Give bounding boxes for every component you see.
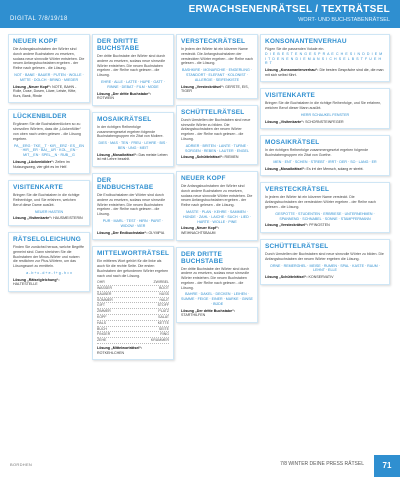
page-footer	[0, 455, 400, 477]
puzzle-endbuchstabe	[92, 173, 174, 240]
left-word: HALS	[97, 320, 107, 325]
puzzle-solution: Lösung „Schüttelrätsel“: RIEMEN	[181, 155, 239, 160]
puzzle-instructions: Der dritte Buchstabe der Wörter sind durch andere zu ersetzen, sodass neue sinnvolle Wörter entstehen. Die neuen Buchstaben ergeben - der Reihe nach gelesen - die Lösung.	[97, 54, 166, 78]
puzzle-title: VISITENKARTE	[265, 92, 316, 100]
puzzle-solution: Lösung „Schüttelrätsel“: KONSERVATIV	[265, 275, 334, 280]
puzzle-mosaikraetsel-2	[260, 135, 390, 176]
left-word: KOPF	[97, 315, 107, 320]
puzzle-solution: Lösung „Mosaikrätsel“: Es irrt der Mensch, solang er strebt.	[265, 166, 364, 171]
puzzle-words: HERR SCHAUKEL FENSTER	[300, 112, 350, 117]
puzzle-mittelwortraetsel	[92, 246, 174, 360]
puzzle-instructions: Ergänzen Sie die Buchstabenlücken so zu sinnvollen Wörtern, dass die „Lückenfüller“ von oben nach unten gelesen - die Lösung ergeben.	[13, 122, 81, 141]
puzzle-instructions: In jedem der Wörter ist ein kürzerer Name versteckt. Die Anfangsbuchstaben der versteckten Wörter ergeben - der Reihe nach gelesen - die Lösung.	[181, 47, 253, 66]
puzzle-title: DER DRITTE BUCHSTABE	[181, 250, 224, 265]
puzzle-words: NOT · BANE · BAUER · PUTEN · WOLLE · MITTE · DOLCH · BRIND · MIEDER	[14, 72, 84, 82]
puzzle-lueckenbilder	[8, 109, 90, 174]
puzzle-schuettelraetsel-2	[260, 239, 390, 285]
puzzle-title: VISITENKARTE	[13, 184, 64, 192]
right-word: STOFF	[157, 303, 169, 308]
puzzle-dritter-buchstabe	[92, 34, 174, 106]
puzzle-solution: Lösung „Neuer Kopf“: NOTE, BAHN - Rolle, Dose, Dosen, Löwe, Leiste, Kitte, Kurs, Bank, Rinde	[13, 84, 77, 98]
right-word: KETTE	[157, 320, 169, 325]
left-word: GIFT	[97, 303, 105, 308]
puzzle-solution: Lösung „Mosaikrätsel“: Das meiste Leben ist mit Lehre bezahlt.	[97, 152, 168, 162]
puzzle-words: BAHRE · DAKEL · DECKEN · LEIHEN · SUMME · FEIGE · EINER · MARKE · GINSE · BÜDE	[181, 292, 253, 307]
publisher-label: BORDHEN	[10, 462, 33, 467]
puzzle-versteckraetsel-2	[260, 182, 390, 233]
puzzle-neuer-kopf	[8, 34, 90, 103]
puzzle-words: ADRIER · BRITEN · LANTE · TURNE · SORGEN · REBEN · LAUTER · ENGEL	[185, 143, 249, 153]
puzzle-instructions: Die Endbuchstaben der Wörter sind durch andere zu ersetzen, sodass neue sinnvolle Wörter entstehen. Die neuen Buchstaben ergeben - der Reihe nach gelesen - die Lösung.	[97, 192, 166, 217]
puzzle-instructions: Durch Umstellen der Buchstaben sind neue sinnvolle Wörter zu bilden. Die Anfangsbuchstaben der neuen Wörter ergeben die Lösung.	[265, 251, 384, 261]
puzzle-instructions: Ein mittleres Wort gehört für die linke als auch für die rechte Seite. Die ersten Buchstaben der gefundenen Wörter ergeben nach und nach die Lösung.	[97, 259, 169, 278]
puzzle-title: RÄTSELGLEICHUNG	[13, 235, 81, 243]
issue-label: DIGITAL 7/8/19/18	[10, 16, 68, 22]
puzzle-instructions: Die Anfangsbuchstaben der Wörter sind durch andere Buchstaben zu ersetzen, sodass neue sinnvolle Wörter entstehen. Die neuen Anfangsbuchstaben ergeben - der Reihe nach gelesen - die Lösung.	[13, 47, 85, 71]
puzzle-solution: Lösung „Der dritte Buchstabe“: ROTWEIN	[97, 91, 152, 101]
puzzle-solution: Lösung „Rätselgleichung“: HALTESTELLE	[13, 277, 60, 287]
puzzle-raetselgleichung	[8, 232, 90, 292]
left-word: FINGER	[97, 332, 111, 337]
puzzle-solution: Lösung „Der Endbuchstabe“: OLYMPIA	[97, 230, 165, 235]
puzzle-solution: Lösung „Mittelworträtsel“: ROTKEHLCHEN	[97, 346, 143, 355]
puzzle-neuer-kopf-2	[176, 171, 258, 241]
issue-footer: 7/8 WINTER DEINE PRESS RÄTSEL	[280, 461, 364, 467]
right-word: RING	[160, 332, 169, 337]
puzzle-formula: a - b + c - d + e - f + g - h = x	[26, 270, 72, 275]
right-word: SALAT	[158, 315, 169, 320]
right-word: KRUMMER	[150, 338, 169, 343]
page-subtitle: WORT- UND BUCHSTABENRÄTSEL	[298, 17, 390, 23]
puzzle-instructions: Die Anfangsbuchstaben der Wörter sind durch andere Buchstaben zu ersetzen, sodass neue sinnvolle Wörter entstehen. Die neuen Anfangsbuchstaben ergeben - der Reihe nach gelesen - die Lösung.	[181, 183, 253, 208]
left-word: WASSER	[97, 286, 113, 291]
puzzle-title: SCHÜTTELRÄTSEL	[265, 242, 329, 250]
puzzle-words: MASTE · PLAN · KEHRE · SAMMEN · HÜNDE · ZAHL · LAICHE · SUCH · LIED · HARTE · WOLLE · PINE	[183, 209, 251, 224]
word-pair-list	[97, 280, 169, 344]
puzzle-title: VERSTECKRÄTSEL	[265, 186, 330, 194]
column-4	[260, 34, 390, 291]
page-title: ERWACHSENENRÄTSEL / TEXTRÄTSEL	[188, 4, 390, 15]
puzzle-words: NEUER HASTEN	[34, 209, 64, 214]
puzzle-instructions: In der richtigen Reihenfolge zusammengesetzt ergeben folgende Buchstabengruppen ein Zitat von Goethe.	[265, 148, 369, 158]
right-word: SEITE	[158, 326, 169, 331]
puzzle-visitenkarte	[8, 180, 90, 226]
puzzle-dritter-buchstabe-2	[176, 247, 258, 324]
word-pair-row	[97, 338, 169, 344]
puzzle-instructions: Finden Sie zunächst heraus, welche Begriffe gemeint sind. Dann streichen Sie die Buchstaben der Minus-Wörter und nutzen die restlichen zur Plus-Wörtern, um das Lösungswort zu ermitteln.	[13, 244, 85, 269]
puzzle-words: DIES · MAS · TEN · FREU · LEHRE · BIS · BEN · UNG · MEIT	[98, 141, 168, 150]
puzzle-title: VERSTECKRÄTSEL	[181, 38, 246, 45]
puzzle-words: PA__ERG · TKE__T · KIR__ERZ · ES__EN · HIR__ER · BAI__UR · KOL__EN · MIT__EN · SPEL__N · RUB__G	[14, 143, 84, 158]
column-3	[176, 34, 258, 329]
left-word: ZEHE	[97, 338, 107, 343]
puzzle-mosaikraetsel	[92, 112, 174, 167]
puzzle-title: NEUER KOPF	[13, 38, 58, 45]
left-word: BUCH	[97, 326, 107, 331]
puzzle-title: DER DRITTE BUCHSTABE	[97, 38, 140, 52]
puzzle-solution: Lösung „Visitenkarte“: SCHORNSTEINFEGER	[265, 119, 344, 124]
column-2	[92, 34, 174, 366]
page-number: 71	[374, 455, 400, 477]
puzzle-words: ORNE · REMERGHEL · MEISE · RUMEN · SPAL · KASTE · RAUM · LEHNT · ELLE	[270, 263, 380, 273]
puzzle-solution: Lösung „Neuer Kopf“: WEIHNACHTSBAUM	[181, 226, 220, 235]
puzzle-title: NEUER KOPF	[181, 174, 226, 182]
puzzle-solution: Lösung „Visitenkarte“: HAUSMEISTERIN	[13, 216, 83, 221]
puzzle-schuettelraetsel	[176, 105, 258, 165]
right-word: ZWIRBEL	[153, 280, 169, 285]
puzzle-words: PUR · MARL · TEST · HIRN · PARIT · WIDOW · VIER	[102, 218, 164, 228]
puzzle-words: BASHKIRE · MONARCHIE · ENGERLING · STANDORT · ELEFANT · KOLONIST · ALLERGIE · SEIFENKISTE	[182, 68, 252, 82]
left-word: SAUBER	[97, 291, 112, 296]
puzzle-konsonantenverhau	[260, 34, 390, 82]
puzzle-title: KONSONANTENVERHAU	[265, 38, 347, 45]
puzzle-title: MOSAIKRÄTSEL	[97, 115, 152, 123]
puzzle-title: MITTELWORTRÄTSEL	[97, 250, 170, 258]
puzzle-solution: Lösung „Lückenbilder“: Zeilen im Nutzungsweg, vier gibt es im Helf.	[13, 159, 70, 169]
puzzle-words: EHRE · ALLE · LATTE · HUPE · GATT · RINNE · DEBAT · FILM · MODE	[101, 79, 165, 89]
left-word: OHR	[97, 280, 105, 285]
column-1	[8, 34, 90, 298]
puzzle-solution: Lösung „Der dritte Buchstabe“: STARTHILFEN	[181, 308, 236, 318]
puzzle-instructions: Bringen Sie die Buchstaben in die richtige Reihenfolge, und Sie erfahren, welchen Beruf dieser Mann ausübt.	[265, 101, 382, 111]
puzzle-versteckraetsel	[176, 34, 258, 99]
left-word: SOMMER	[97, 297, 113, 302]
puzzle-instructions: Durch Umstellen der Buchstaben sind neue sinnvolle Wörter zu bilden. Die Anfangsbuchstaben der neuen Wörter ergeben - der Reihe nach gelesen - die Lösung.	[181, 117, 251, 141]
puzzle-words: GESPOTTE · STUDENTEN · ERBRIESE · UNTERNEHMEN · SPANNEND · SCHNABEL · SONNE · STAMPFERMANN	[275, 211, 375, 221]
puzzle-instructions: Bringen Sie die Buchstaben in die richtige Reihenfolge, und Sie erfahren, welchen Beruf diese Dame ausübt.	[13, 193, 80, 207]
puzzle-title: LÜCKENBILDER	[13, 113, 67, 121]
right-word: HAUT	[159, 297, 169, 302]
right-word: NUSS	[159, 291, 169, 296]
puzzle-solution: Lösung „Versteckrätsel“: PFINGSTEN	[265, 223, 330, 228]
right-word: BOOT	[159, 286, 169, 291]
page-header	[0, 0, 400, 28]
puzzle-instructions: Der dritte Buchstabe der Wörter sind durch andere zu ersetzen, sodass neue sinnvolle Wörter entstehen. Die neuen Buchstaben ergeben - der Reihe nach gelesen - die Lösung.	[181, 266, 250, 290]
puzzle-solution: Lösung „Konsonantenverhau“: Die besten Gespräche sind die, die man mit sich selbst führt.	[265, 68, 384, 77]
puzzle-title: MOSAIKRÄTSEL	[265, 139, 320, 147]
puzzle-instructions: In jedem der Wörter ist ein kürzerer Name versteckt. Die Anfangsbuchstaben der versteckten Wörter ergeben - der Reihe nach gelesen - die Lösung.	[265, 195, 376, 209]
puzzle-solution: Lösung „Versteckrätsel“: GERSTE, EIS, TIGER	[181, 84, 249, 94]
puzzle-words: MEN · ENT · SCHEN · STREBT · IRRT · DER · SO · LANG · ER	[273, 159, 377, 164]
puzzle-instructions: Fügen Sie die passenden Vokale ein.	[265, 47, 325, 51]
left-word: ZIMMER	[97, 309, 111, 314]
puzzle-title: DER ENDBUCHSTABE	[97, 176, 154, 191]
letter-grid: D I E B E S T E N G E S P R A E C H E S I N D D I E M I T D E N E N D I E M A N S I C H S E L B S T F U E H R T	[265, 51, 383, 66]
puzzle-instructions: In der richtigen Reihenfolge zusammengesetzt ergeben folgende Buchstabengruppen ein Zitat von Moliere.	[97, 124, 164, 139]
right-word: PLATZ	[158, 309, 169, 314]
puzzle-title: SCHÜTTELRÄTSEL	[181, 108, 245, 116]
puzzle-visitenkarte-2	[260, 88, 390, 129]
